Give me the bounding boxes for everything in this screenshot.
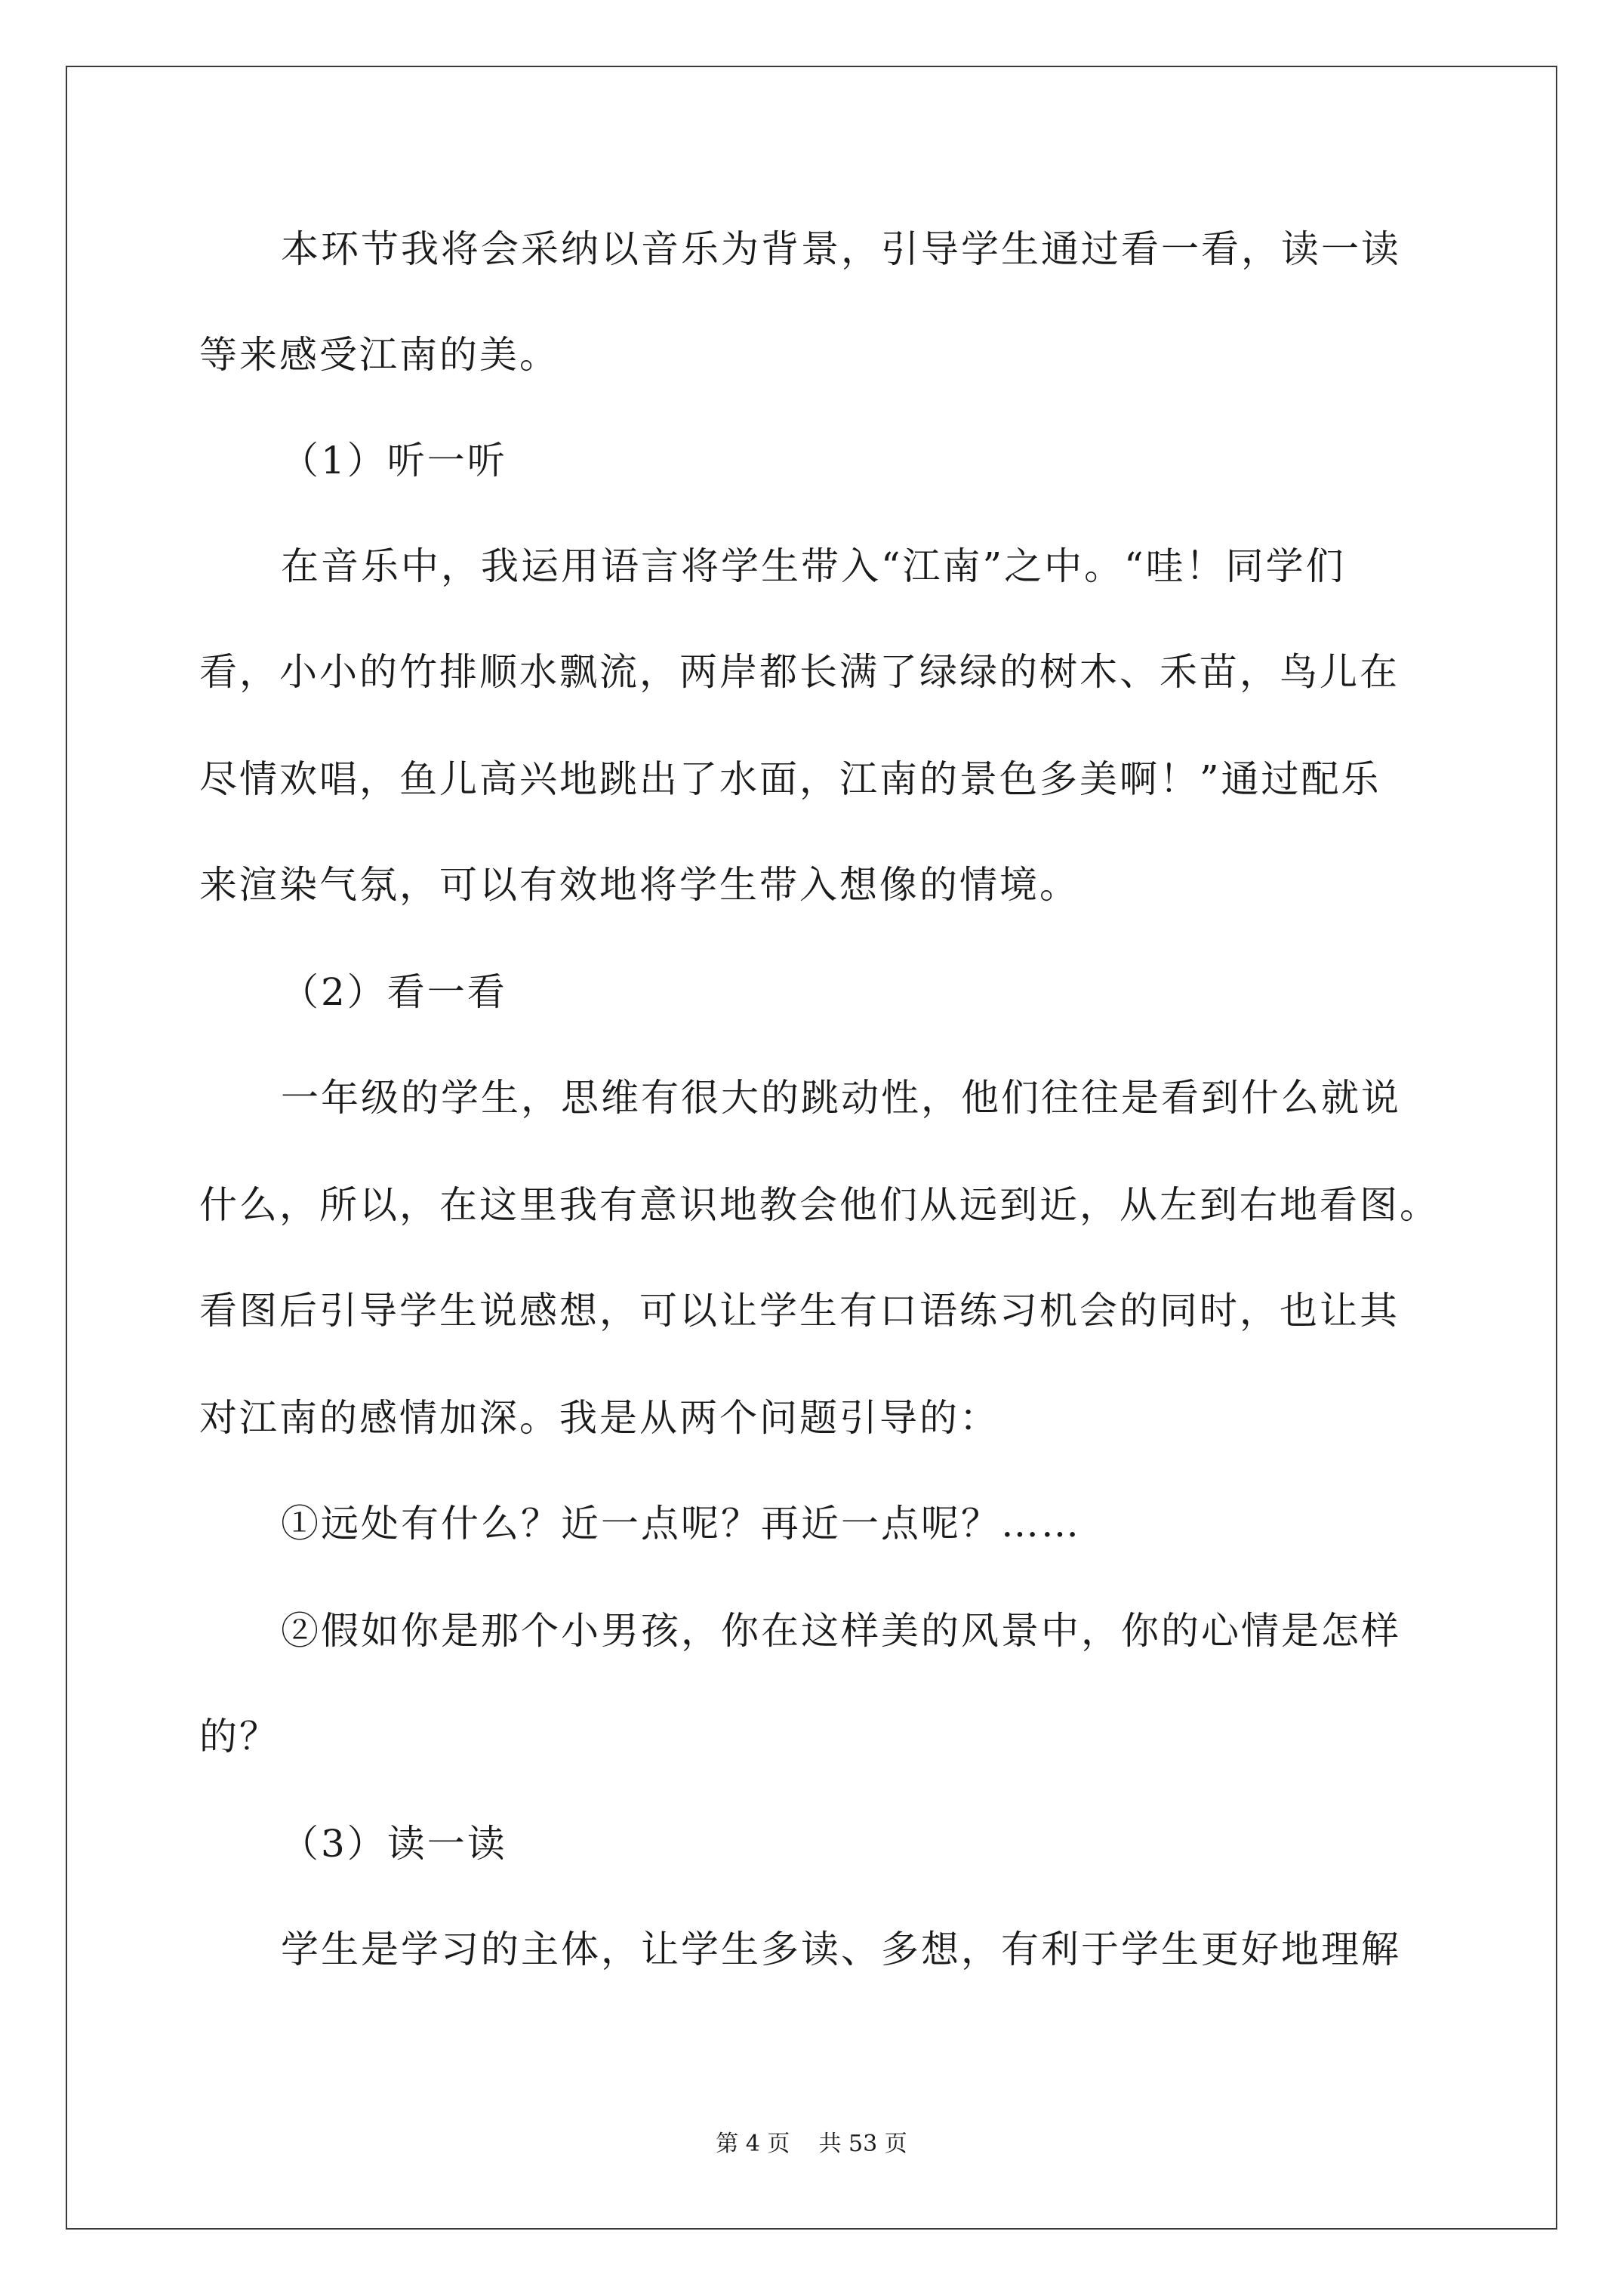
paragraph-line: 尽情欢唱，鱼儿高兴地跳出了水面，江南的景色多美啊！”通过配乐 bbox=[199, 757, 1381, 801]
paragraph-line: 看图后引导学生说感想，可以让学生有口语练习机会的同时，也让其 bbox=[199, 1289, 1400, 1333]
paragraph-line: 看，小小的竹排顺水飘流，两岸都长满了绿绿的树木、禾苗，鸟儿在 bbox=[199, 650, 1400, 694]
section-heading-read: （3）读一读 bbox=[281, 1822, 507, 1866]
paragraph-line: 来渲染气氛，可以有效地将学生带入想像的情境。 bbox=[199, 863, 1079, 907]
paragraph-line: 本环节我将会采纳以音乐为背景，引导学生通过看一看，读一读 bbox=[281, 227, 1401, 271]
section-heading-listen: （1）听一听 bbox=[281, 439, 507, 482]
paragraph-line: 什么，所以，在这里我有意识地教会他们从远到近，从左到右地看图。 bbox=[199, 1183, 1440, 1227]
page-number-footer: 第 4 页 共 53 页 bbox=[716, 2131, 907, 2157]
paragraph-line: 等来感受江南的美。 bbox=[199, 333, 559, 377]
question-item-2: ②假如你是那个小男孩，你在这样美的风景中，你的心情是怎样 bbox=[281, 1609, 1401, 1653]
paragraph-line: 在音乐中，我运用语言将学生带入“江南”之中。“哇！同学们 bbox=[281, 544, 1346, 588]
paragraph-line: 的？ bbox=[199, 1715, 279, 1758]
question-item-1: ①远处有什么？近一点呢？再近一点呢？…… bbox=[281, 1502, 1081, 1546]
page-border bbox=[66, 66, 1557, 2230]
paragraph-line: 对江南的感情加深。我是从两个问题引导的： bbox=[199, 1396, 999, 1440]
paragraph-line: 学生是学习的主体，让学生多读、多想，有利于学生更好地理解 bbox=[281, 1928, 1401, 1971]
paragraph-line: 一年级的学生，思维有很大的跳动性，他们往往是看到什么就说 bbox=[281, 1076, 1401, 1120]
section-heading-look: （2）看一看 bbox=[281, 970, 507, 1014]
